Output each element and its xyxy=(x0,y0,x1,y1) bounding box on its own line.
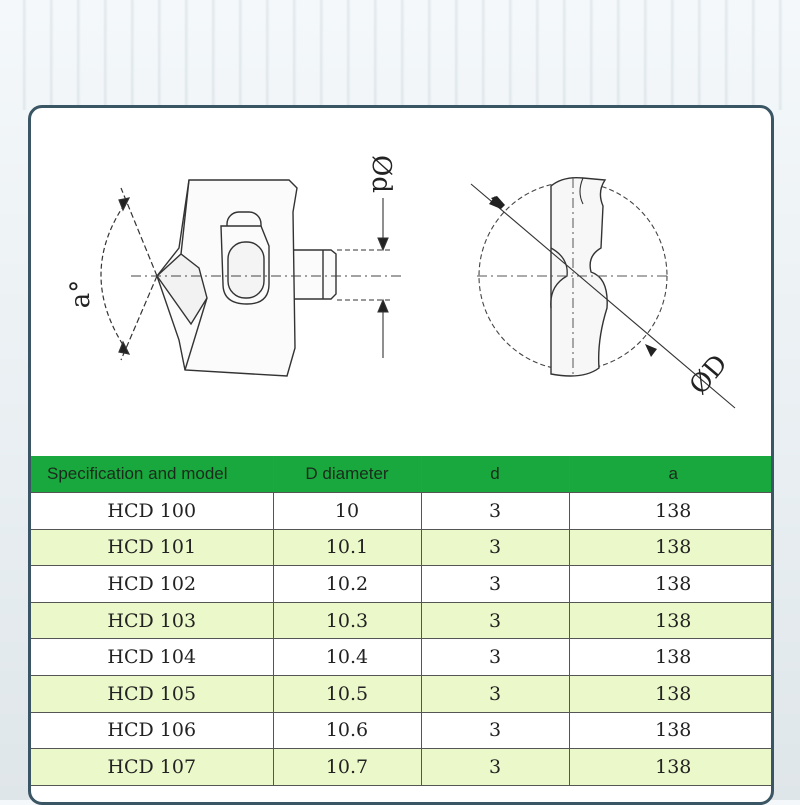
large-diameter-label: ØD xyxy=(683,349,734,401)
small-diameter-dimension xyxy=(337,198,391,358)
header-d: d xyxy=(421,456,569,493)
cell-d-diameter: 10 xyxy=(273,493,421,530)
table-row xyxy=(31,675,774,712)
table-row xyxy=(31,712,774,749)
cell-d-diameter: 10.7 xyxy=(273,749,421,786)
cell-d: 3 xyxy=(421,712,569,749)
table-row xyxy=(31,493,774,530)
cell-d: 3 xyxy=(421,566,569,603)
cell-a: 138 xyxy=(569,566,774,603)
cell-model: HCD 106 xyxy=(31,712,273,749)
header-d-diameter: D diameter xyxy=(273,456,421,493)
cell-model: HCD 102 xyxy=(31,566,273,603)
angle-dimension xyxy=(101,188,157,360)
cell-d-diameter: 10.2 xyxy=(273,566,421,603)
cell-model: HCD 107 xyxy=(31,749,273,786)
cell-d-diameter: 10.6 xyxy=(273,712,421,749)
header-spec-model: Specification and model xyxy=(31,456,273,493)
table-row xyxy=(31,749,774,786)
cell-model: HCD 104 xyxy=(31,639,273,676)
table-row xyxy=(31,602,774,639)
cell-d: 3 xyxy=(421,749,569,786)
cell-d-diameter: 10.5 xyxy=(273,675,421,712)
spec-table xyxy=(31,456,774,786)
cell-a: 138 xyxy=(569,675,774,712)
header-a: a xyxy=(569,456,774,493)
cell-d: 3 xyxy=(421,639,569,676)
table-row xyxy=(31,639,774,676)
drawing-svg xyxy=(31,108,771,456)
cell-a: 138 xyxy=(569,529,774,566)
background-stripes xyxy=(0,0,800,110)
technical-drawing xyxy=(31,108,771,456)
table-row xyxy=(31,566,774,603)
cell-a: 138 xyxy=(569,602,774,639)
cell-model: HCD 100 xyxy=(31,493,273,530)
table-row xyxy=(31,529,774,566)
cell-d: 3 xyxy=(421,529,569,566)
cell-model: HCD 105 xyxy=(31,675,273,712)
side-view xyxy=(157,180,336,376)
cell-d: 3 xyxy=(421,602,569,639)
cell-model: HCD 103 xyxy=(31,602,273,639)
cell-d-diameter: 10.1 xyxy=(273,529,421,566)
cell-a: 138 xyxy=(569,712,774,749)
cell-d: 3 xyxy=(421,675,569,712)
cell-a: 138 xyxy=(569,749,774,786)
cell-d-diameter: 10.3 xyxy=(273,602,421,639)
angle-label: a° xyxy=(66,279,96,309)
cell-model: HCD 101 xyxy=(31,529,273,566)
spec-card xyxy=(28,105,774,805)
cell-a: 138 xyxy=(569,493,774,530)
cell-d-diameter: 10.4 xyxy=(273,639,421,676)
small-diameter-label: Ød xyxy=(366,155,396,193)
cell-a: 138 xyxy=(569,639,774,676)
cell-d: 3 xyxy=(421,493,569,530)
table-header-row xyxy=(31,456,774,493)
